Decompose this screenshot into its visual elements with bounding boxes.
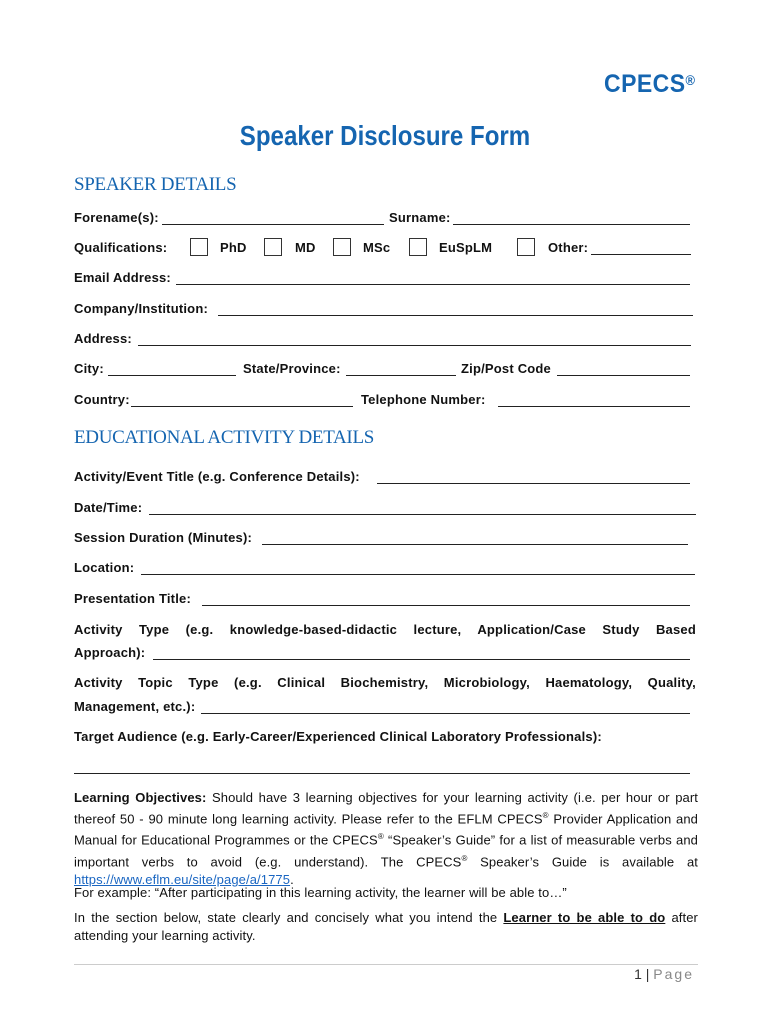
address-label: Address: <box>74 331 132 346</box>
event-title-field[interactable] <box>377 483 690 484</box>
instruction-text-b: after attending your learning activity. <box>74 910 698 943</box>
target-audience-label: Target Audience (e.g. Early-Career/Experienced Clinical Laboratory Professionals): <box>74 729 602 744</box>
other-option-label: Other: <box>548 240 589 255</box>
objectives-text-c: “Speaker’s Guide” for a list of measurable verbs and important verbs to avoid (e.g. understand). The CPECS <box>74 832 698 869</box>
qualifications-label: Qualifications: <box>74 240 168 255</box>
forename-field[interactable] <box>162 224 384 225</box>
md-checkbox[interactable] <box>264 238 282 256</box>
phd-option-label: PhD <box>220 240 247 255</box>
event-title-label: Activity/Event Title (e.g. Conference Details): <box>74 469 360 484</box>
target-audience-field[interactable] <box>74 773 690 774</box>
learning-objectives-label: Learning Objectives: <box>74 790 207 805</box>
phd-checkbox[interactable] <box>190 238 208 256</box>
duration-field[interactable] <box>262 544 688 545</box>
eusplm-option-label: EuSpLM <box>439 240 493 255</box>
email-label: Email Address: <box>74 270 171 285</box>
zip-label: Zip/Post Code <box>461 361 551 376</box>
instruction-text-a: In the section below, state clearly and concisely what you intend the <box>74 910 504 925</box>
presentation-title-label: Presentation Title: <box>74 591 191 606</box>
activity-details-heading: EDUCATIONAL ACTIVITY DETAILS <box>74 427 375 448</box>
datetime-field[interactable] <box>149 514 696 515</box>
example-text: For example: “After participating in this learning activity, the learner will be able to…” <box>74 885 567 900</box>
page-word: Page <box>653 966 694 982</box>
other-field[interactable] <box>591 254 691 255</box>
activity-type-label-line2: Approach): <box>74 645 146 660</box>
objectives-text-b: Provider Application and Manual for Educational Programmes or the CPECS <box>74 811 698 848</box>
country-label: Country: <box>74 392 130 407</box>
duration-label: Session Duration (Minutes): <box>74 530 253 545</box>
location-field[interactable] <box>141 574 695 575</box>
registered-mark: ® <box>377 832 384 842</box>
company-label: Company/Institution: <box>74 301 208 316</box>
instruction-paragraph <box>74 909 698 945</box>
email-field[interactable] <box>176 284 690 285</box>
city-label: City: <box>74 361 104 376</box>
registered-mark: ® <box>542 811 549 820</box>
state-field[interactable] <box>346 375 456 376</box>
company-field[interactable] <box>218 315 693 316</box>
speaker-details-heading: SPEAKER DETAILS <box>74 174 237 195</box>
page-number: 1 <box>634 966 642 982</box>
activity-type-label-line1: Activity Type (e.g. knowledge-based-didactic lecture, Application/Case Study Based <box>74 622 696 637</box>
learner-emphasis: Learner to be able to do <box>503 910 666 925</box>
footer-divider <box>74 964 698 965</box>
location-label: Location: <box>74 560 135 575</box>
city-field[interactable] <box>108 375 236 376</box>
forename-label: Forename(s): <box>74 210 159 225</box>
activity-topic-label-line2: Management, etc.): <box>74 699 196 714</box>
telephone-field[interactable] <box>498 406 690 407</box>
logo-text: CPECS <box>604 70 686 98</box>
logo-registered-mark: ® <box>685 72 696 88</box>
eusplm-checkbox[interactable] <box>409 238 427 256</box>
msc-checkbox[interactable] <box>333 238 351 256</box>
surname-label: Surname: <box>389 210 451 225</box>
zip-field[interactable] <box>557 375 690 376</box>
presentation-title-field[interactable] <box>202 605 690 606</box>
speakers-guide-link[interactable]: https://www.eflm.eu/site/page/a/1775 <box>74 871 291 887</box>
md-option-label: MD <box>295 240 316 255</box>
msc-option-label: MSc <box>363 240 391 255</box>
state-label: State/Province: <box>243 361 341 376</box>
page-separator: | <box>641 966 654 982</box>
registered-mark: ® <box>461 853 468 863</box>
learning-objectives-paragraph <box>74 789 698 889</box>
address-field[interactable] <box>138 345 691 346</box>
page-footer <box>634 966 694 982</box>
activity-type-field[interactable] <box>153 659 690 660</box>
surname-field[interactable] <box>453 224 690 225</box>
activity-topic-field[interactable] <box>201 713 690 714</box>
activity-topic-label-line1: Activity Topic Type (e.g. Clinical Biochemistry, Microbiology, Haematology, Quality, <box>74 675 696 690</box>
objectives-text-a: Should have 3 learning objectives for your learning activity (i.e. per hour or part thereof 50 - 90 minute long learning activity. Please refer to the EFLM CPECS <box>74 790 699 827</box>
datetime-label: Date/Time: <box>74 500 143 515</box>
objectives-link-end: . <box>290 871 294 887</box>
telephone-label: Telephone Number: <box>361 392 486 407</box>
cpecs-logo <box>604 70 696 99</box>
page-title: Speaker Disclosure Form <box>239 120 531 151</box>
other-checkbox[interactable] <box>517 238 535 256</box>
country-field[interactable] <box>131 406 353 407</box>
objectives-text-d: Speaker’s Guide is available at <box>467 853 698 869</box>
